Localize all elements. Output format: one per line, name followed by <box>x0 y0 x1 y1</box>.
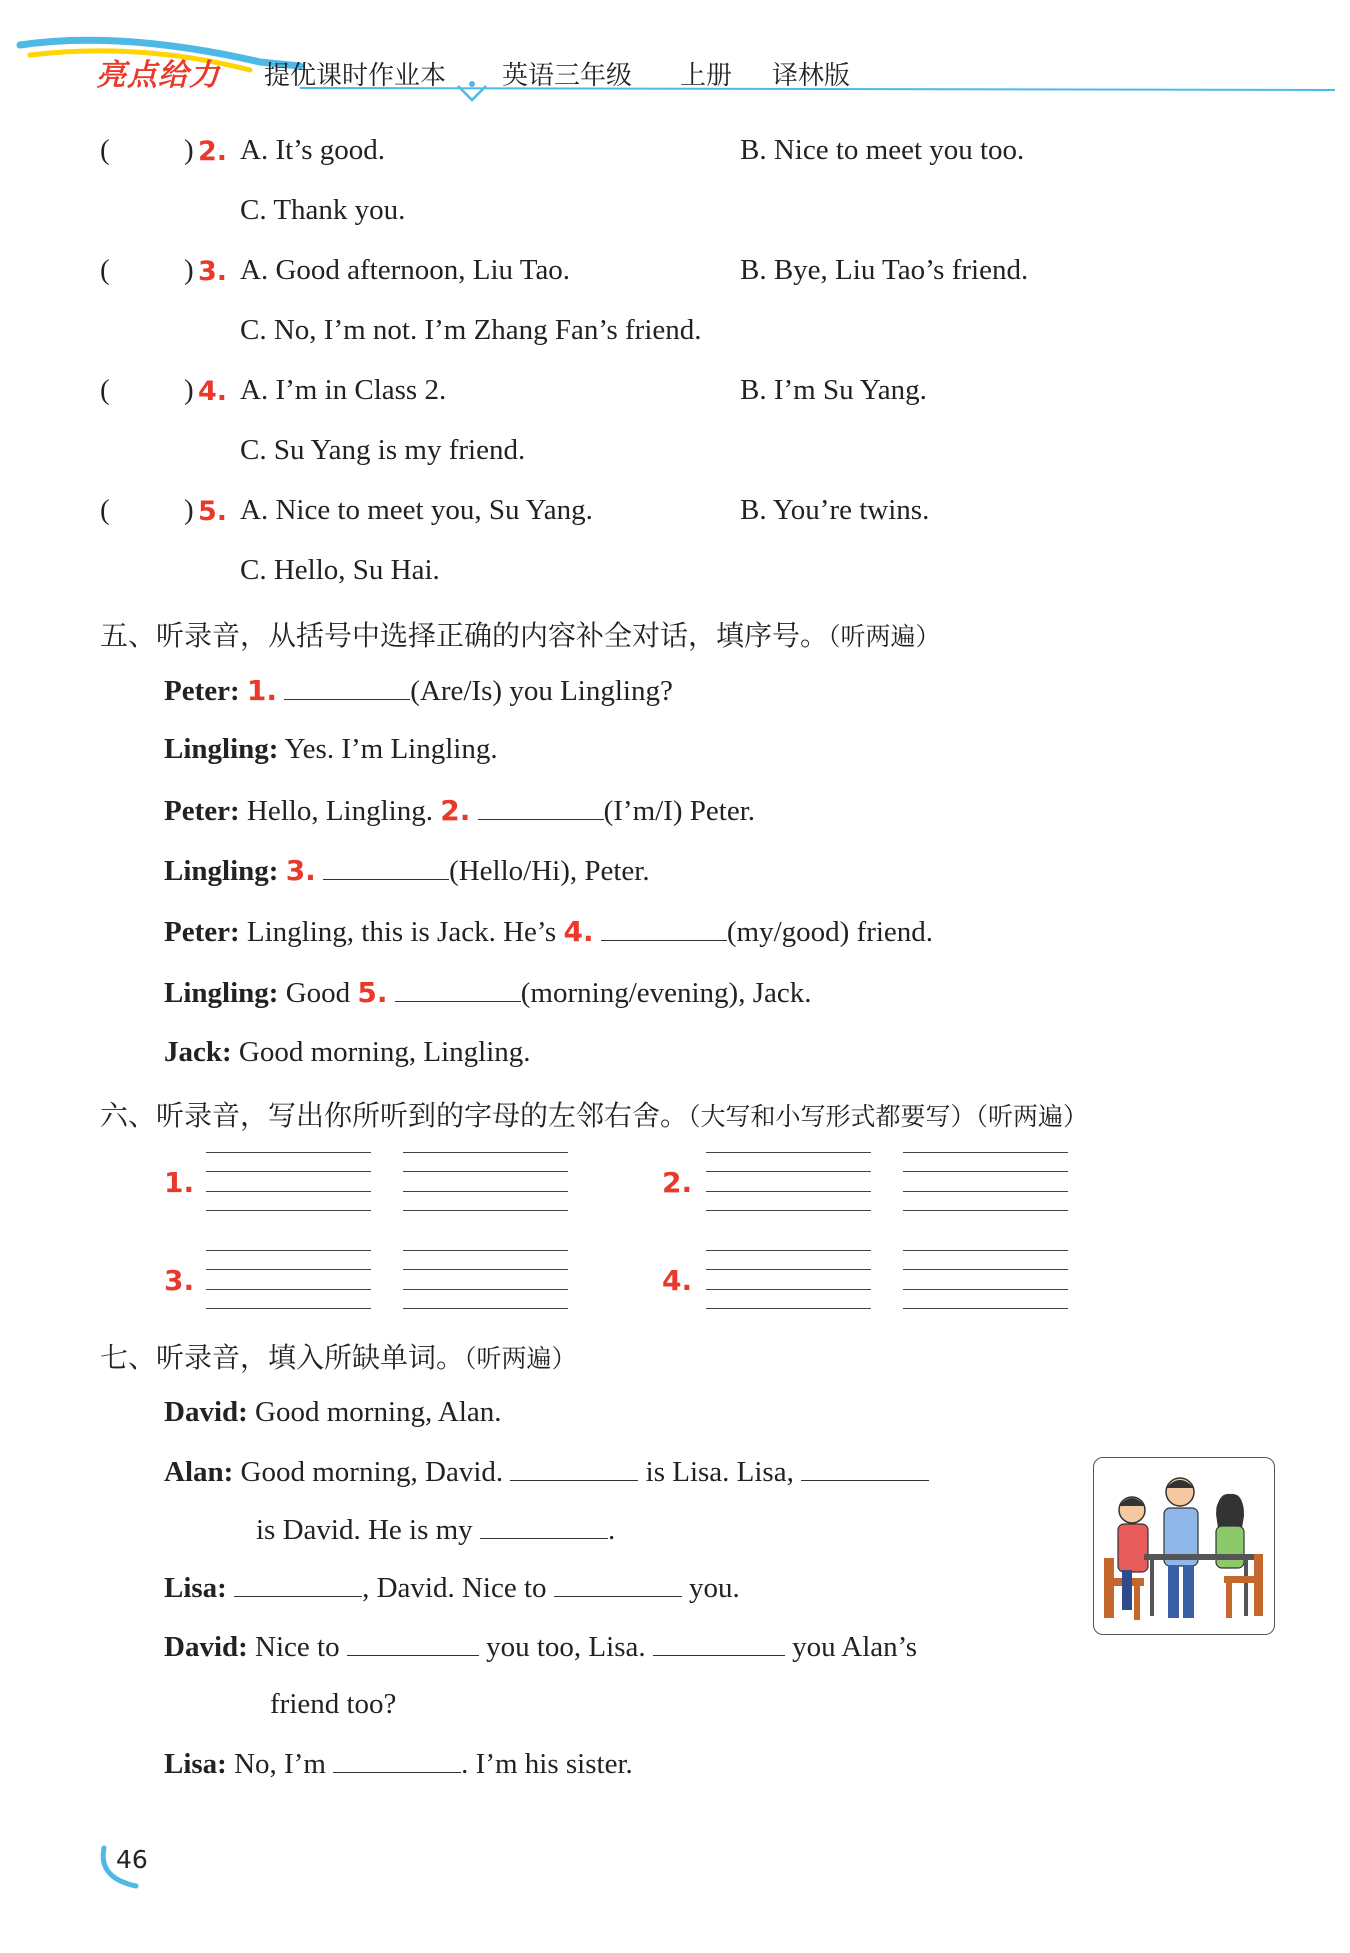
dialogue-line-3 <box>164 793 755 828</box>
speaker: Lingling: <box>164 977 279 1009</box>
speaker: Lisa: <box>164 1748 227 1780</box>
option-a: A. I’m in Class 2. <box>240 374 447 406</box>
section-7-title <box>100 1336 577 1376</box>
option-b: B. You’re twins. <box>740 494 930 526</box>
line-text: Good <box>285 977 351 1009</box>
line-text: you too, Lisa. <box>486 1631 646 1663</box>
section-note: （听两遍） <box>828 622 941 651</box>
answer-paren-open: ( <box>100 374 110 406</box>
speaker: David: <box>164 1396 248 1428</box>
fill-line-3 <box>256 1512 615 1547</box>
line-text: Nice to <box>255 1631 340 1663</box>
fill-line-7 <box>164 1746 633 1781</box>
dialogue-line-5 <box>164 914 933 949</box>
option-c: C. Thank you. <box>240 194 406 226</box>
section-6-title <box>100 1094 1088 1134</box>
line-text: Good morning, David. <box>240 1456 504 1488</box>
question-number: 4. <box>198 376 228 407</box>
line-text: Hello, Lingling. <box>246 795 433 827</box>
illustration-three-friends <box>1093 1457 1275 1635</box>
answer-blank[interactable] <box>323 853 449 880</box>
answer-blank[interactable] <box>554 1570 682 1597</box>
option-a: A. Nice to meet you, Su Yang. <box>240 494 593 526</box>
section-5-title <box>100 614 941 654</box>
answer-blank[interactable] <box>234 1570 362 1597</box>
option-b: B. Nice to meet you too. <box>740 134 1025 166</box>
answer-paren-close: ) <box>184 494 194 526</box>
header-subject: 英语三年级 <box>502 61 633 91</box>
speaker: Jack: <box>164 1036 232 1068</box>
letter-item-number: 2. <box>662 1166 693 1199</box>
option-b: B. I’m Su Yang. <box>740 374 927 406</box>
fill-line-6 <box>270 1688 396 1721</box>
header-edition: 译林版 <box>772 61 851 91</box>
speaker: Lingling: <box>164 855 279 887</box>
header-subtitle: 提优课时作业本 <box>264 61 447 91</box>
answer-paren-open: ( <box>100 494 110 526</box>
speaker: David: <box>164 1631 248 1663</box>
answer-blank[interactable] <box>347 1629 479 1656</box>
dialogue-line-6 <box>164 975 812 1010</box>
section-title-text: 五、听录音，从括号中选择正确的内容补全对话，填序号。 <box>100 619 829 652</box>
line-text: you. <box>689 1572 740 1604</box>
speaker: Lingling: <box>164 733 279 765</box>
speaker: Peter: <box>164 795 240 827</box>
answer-paren-close: ) <box>184 374 194 406</box>
blank-number: 1. <box>246 674 278 707</box>
option-c: C. No, I’m not. I’m Zhang Fan’s friend. <box>240 314 702 346</box>
speaker: Peter: <box>164 675 240 707</box>
dialogue-line-4 <box>164 853 650 888</box>
header-volume: 上册 <box>680 61 733 91</box>
speaker: Alan: <box>164 1456 234 1488</box>
line-text: is David. He is my <box>256 1514 473 1546</box>
answer-blank[interactable] <box>478 793 604 820</box>
option-c: C. Su Yang is my friend. <box>240 434 526 466</box>
question-number: 2. <box>198 136 228 167</box>
fill-line-2 <box>164 1454 929 1489</box>
fill-line-4 <box>164 1570 740 1605</box>
speaker: Lisa: <box>164 1572 227 1604</box>
line-text: Yes. I’m Lingling. <box>284 733 498 765</box>
line-text: (morning/evening), Jack. <box>520 977 812 1009</box>
option-b: B. Bye, Liu Tao’s friend. <box>740 254 1029 286</box>
answer-paren-close: ) <box>184 134 194 166</box>
option-a: A. It’s good. <box>240 134 385 166</box>
answer-paren-open: ( <box>100 134 110 166</box>
answer-blank[interactable] <box>395 975 521 1002</box>
answer-blank[interactable] <box>601 914 727 941</box>
section-note: （大写和小写形式都要写）（听两遍） <box>688 1102 1089 1131</box>
letter-item-number: 4. <box>662 1264 693 1297</box>
question-number: 3. <box>198 256 228 287</box>
line-text: Lingling, this is Jack. He’s <box>246 916 557 948</box>
answer-blank[interactable] <box>284 673 410 700</box>
section-note: （听两遍） <box>464 1344 577 1373</box>
line-text: (I’m/I) Peter. <box>603 795 755 827</box>
line-text: (my/good) friend. <box>726 916 934 948</box>
dialogue-line-7 <box>164 1036 531 1069</box>
section-title-text: 七、听录音，填入所缺单词。 <box>100 1341 465 1374</box>
answer-paren-open: ( <box>100 254 110 286</box>
line-text: , David. Nice to <box>362 1572 547 1604</box>
section-title-text: 六、听录音，写出你所听到的字母的左邻右舍。 <box>100 1099 689 1132</box>
answer-blank[interactable] <box>333 1746 461 1773</box>
fill-line-1 <box>164 1396 502 1429</box>
friends-at-table-icon <box>1094 1458 1274 1634</box>
answer-blank[interactable] <box>510 1454 638 1481</box>
blank-number: 5. <box>357 976 388 1009</box>
letter-item-number: 3. <box>164 1264 195 1297</box>
line-text: No, I’m <box>234 1748 326 1780</box>
line-text: . I’m his sister. <box>461 1748 633 1780</box>
line-text: (Are/Is) you Lingling? <box>410 675 673 707</box>
line-text: you Alan’s <box>792 1631 917 1663</box>
line-text: Good morning, Lingling. <box>238 1036 531 1068</box>
blank-number: 3. <box>285 854 316 887</box>
dialogue-line-2 <box>164 733 498 766</box>
fill-line-5 <box>164 1629 917 1664</box>
line-text: Good morning, Alan. <box>255 1396 502 1428</box>
line-text: (Hello/Hi), Peter. <box>449 855 650 887</box>
answer-blank[interactable] <box>653 1629 785 1656</box>
answer-paren-close: ) <box>184 254 194 286</box>
line-text: friend too? <box>270 1688 397 1720</box>
page-number: 46 <box>116 1845 148 1874</box>
line-text: . <box>607 1514 616 1546</box>
option-a: A. Good afternoon, Liu Tao. <box>240 254 571 286</box>
dialogue-line-1 <box>164 673 673 708</box>
option-c: C. Hello, Su Hai. <box>240 554 440 586</box>
blank-number: 2. <box>440 794 471 827</box>
line-text: is Lisa. Lisa, <box>645 1456 794 1488</box>
brand-logo: 亮点给力 <box>96 58 220 93</box>
answer-blank[interactable] <box>801 1454 929 1481</box>
speaker: Peter: <box>164 916 240 948</box>
answer-blank[interactable] <box>480 1512 608 1539</box>
letter-item-number: 1. <box>164 1166 195 1199</box>
blank-number: 4. <box>563 915 594 948</box>
question-number: 5. <box>198 496 228 527</box>
